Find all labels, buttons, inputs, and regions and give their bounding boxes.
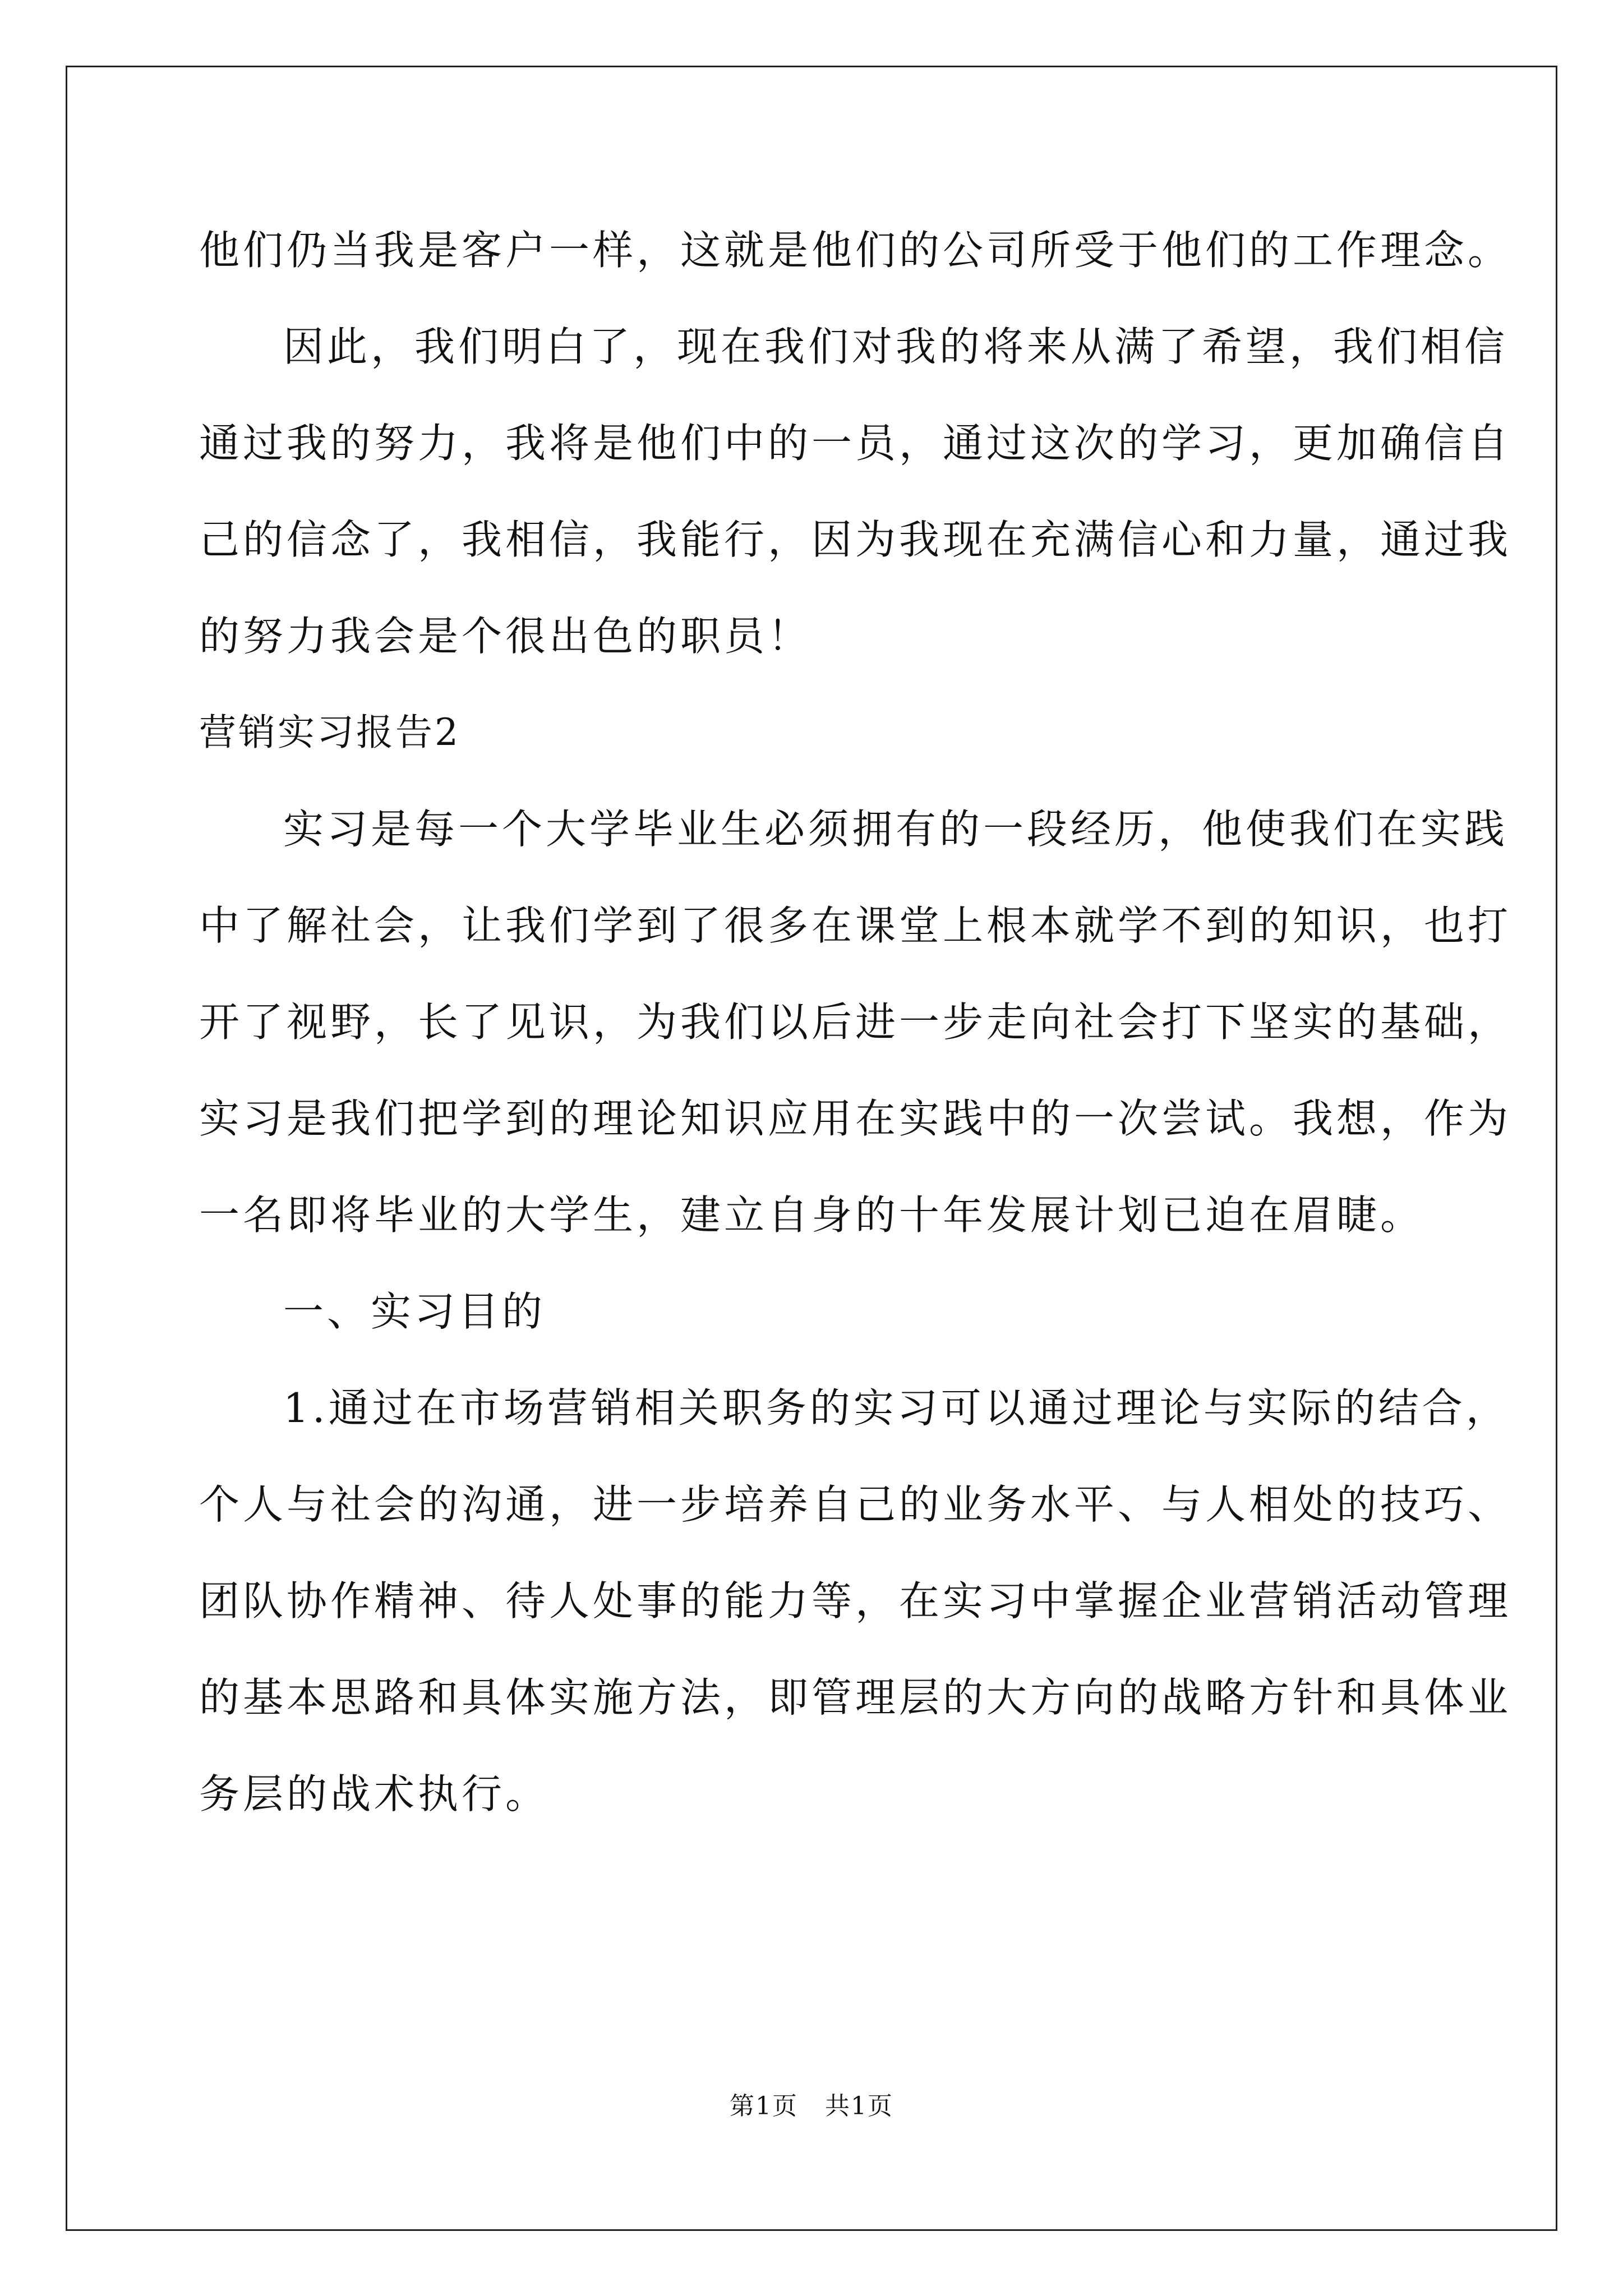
- paragraph-line: 的基本思路和具体实施方法，即管理层的大方向的战略方针和具体业: [199, 1674, 1512, 1721]
- paragraph-line: 一名即将毕业的大学生，建立自身的十年发展计划已迫在眉睫。: [199, 1191, 1424, 1239]
- section-title: 营销实习报告2: [199, 711, 460, 754]
- paragraph-line: 因此，我们明白了，现在我们对我的将来从满了希望，我们相信: [283, 323, 1509, 370]
- paragraph-line: 通过我的努力，我将是他们中的一员，通过这次的学习，更加确信自: [199, 420, 1512, 467]
- paragraph-line: 团队协作精神、待人处事的能力等，在实习中掌握企业营销活动管理: [199, 1577, 1512, 1625]
- paragraph-line: 实习是每一个大学毕业生必须拥有的一段经历，他使我们在实践: [283, 806, 1509, 853]
- paragraph-line: 中了解社会，让我们学到了很多在课堂上根本就学不到的知识，也打: [199, 902, 1512, 949]
- paragraph-line: 他们仍当我是客户一样，这就是他们的公司所受于他们的工作理念。: [199, 227, 1512, 274]
- paragraph-line: 实习是我们把学到的理论知识应用在实践中的一次尝试。我想，作为: [199, 1095, 1512, 1142]
- paragraph-line: 务层的战术执行。: [199, 1770, 550, 1818]
- paragraph-line: 个人与社会的沟通，进一步培养自己的业务水平、与人相处的技巧、: [199, 1481, 1512, 1528]
- paragraph-line: 己的信念了，我相信，我能行，因为我现在充满信心和力量，通过我: [199, 516, 1512, 563]
- page-number: 第1页: [730, 2092, 798, 2120]
- paragraph-line: 1.通过在市场营销相关职务的实习可以通过理论与实际的结合，: [283, 1384, 1510, 1432]
- page-footer: [0, 2090, 1623, 2123]
- subsection-heading: 一、实习目的: [283, 1288, 546, 1335]
- paragraph-line: 的努力我会是个很出色的职员！: [199, 613, 812, 660]
- document-body: [199, 202, 1512, 1842]
- page-total: 共1页: [825, 2092, 893, 2120]
- paragraph-line: 开了视野，长了见识，为我们以后进一步走向社会打下坚实的基础，: [199, 999, 1512, 1046]
